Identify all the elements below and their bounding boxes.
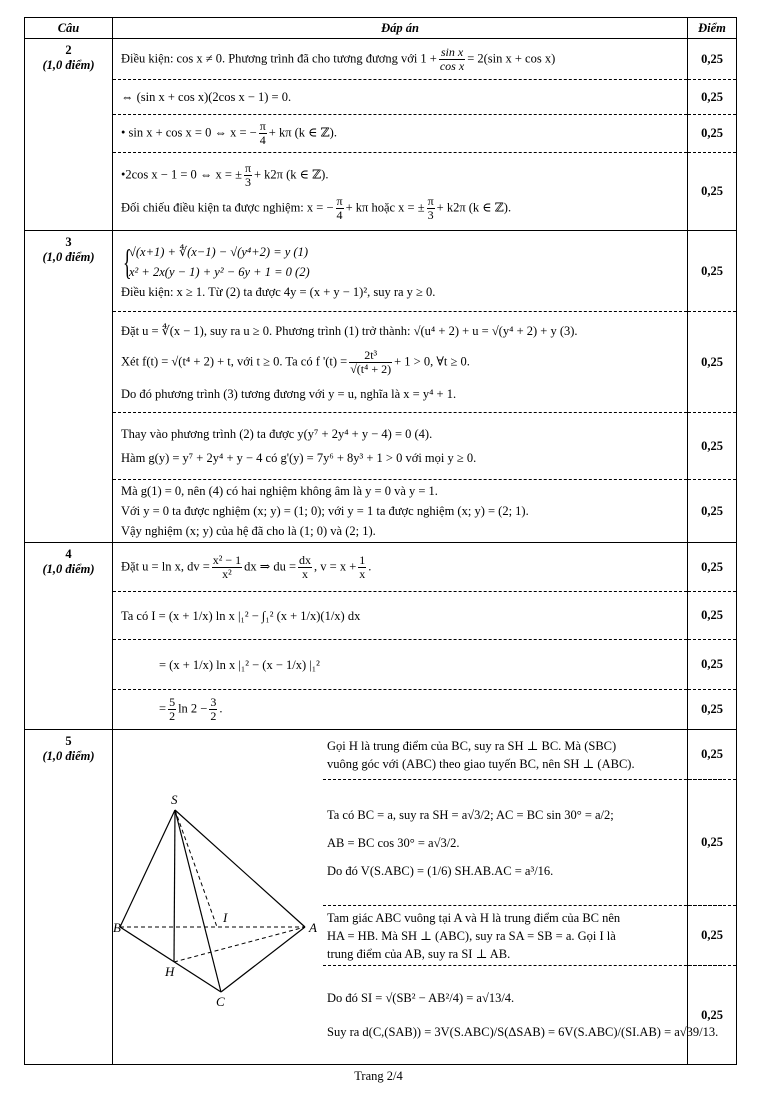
q4-label: [25, 543, 113, 730]
header-diem: Điểm: [688, 18, 737, 39]
q3-score-4: 0,25: [688, 479, 736, 542]
q2-step-3: • sin x + cos x = 0 ⇔ x = − $\frac{\pi}{4}$ + kπ (k ∈ ℤ).: [113, 114, 687, 152]
q3-step-1: { √(x+1) + ∜(x−1) − √(y⁴+2) = y (1) x² + 2x(y − 1) + y² − 6y + 1 = 0 (2) Điều kiện: x ≥ 1. Từ (2) ta được 4y = (x + y − 1)², suy ra y ≥ 0.: [121, 242, 436, 299]
header-cau: Câu: [25, 18, 113, 39]
q3-points: (1,0 điểm): [42, 250, 95, 264]
q3-step-3: Thay vào phương trình (2) ta được y(y⁷ + 2y⁴ + y − 4) = 0 (4). Hàm g(y) = y⁷ + 2y⁴ + y − 4 có g'(y) = 7y⁶ + 8y³ + 1 > 0 với mọi y ≥ 0.: [113, 412, 687, 479]
header-row: [25, 18, 737, 39]
q5-score-1: 0,25: [701, 747, 723, 761]
pyramid-figure: [113, 730, 323, 1064]
answer-table: [24, 17, 737, 1065]
q4-row: [25, 543, 737, 730]
q2-scores: [688, 39, 737, 231]
q2-number: 2: [65, 43, 72, 57]
q2-answer: [113, 39, 688, 231]
q3-scores: [688, 231, 737, 543]
page-footer: Trang 2/4: [354, 1069, 403, 1083]
label-c: C: [216, 994, 225, 1009]
label-i: I: [223, 910, 228, 925]
q2-score-1: 0,25: [701, 51, 723, 66]
q5-step-1: Gọi H là trung điểm của BC, suy ra SH ⊥ BC. Mà (SBC) vuông góc với (ABC) theo giao tuyến BC, nên SH ⊥ (ABC).: [327, 738, 635, 771]
q2-score-3: 0,25: [688, 114, 736, 152]
q4-step-3: = (x + 1/x) ln x |₁² − (x − 1/x) |₁²: [113, 639, 687, 689]
q2-score-2: 0,25: [688, 79, 736, 114]
q2-step-4: •2cos x − 1 = 0 ⇔ x = ± $\frac{\pi}{3}$ + k2π (k ∈ ℤ). Đối chiếu điều kiện ta được nghiệm: x = − $\frac{\pi}{4}$ + kπ hoặc x = ± $\frac{\pi}{3}$ + k2π (k ∈ ℤ).: [113, 152, 687, 230]
q5-step-4: Do đó SI = √(SB² − AB²/4) = a√13/4. Suy ra d(C,(SAB)) = 3V(S.ABC)/S(ΔSAB) = 6V(S.ABC)/(SI.AB) = a√39/13.: [323, 965, 722, 1064]
q5-row: [25, 730, 737, 1065]
q3-label: [25, 231, 113, 543]
q5-points: (1,0 điểm): [42, 749, 95, 763]
q3-row: [25, 231, 737, 543]
q2-step-1: Điều kiện: cos x ≠ 0. Phương trình đã cho tương đương với 1 + $\frac{\text{sin x}}{\text{cos x}}$ = 2(sin x + cos x): [121, 44, 556, 73]
pyramid-diagram: [113, 730, 323, 1064]
q3-step-2: Đặt u = ∜(x − 1), suy ra u ≥ 0. Phương trình (1) trở thành: √(u⁴ + 2) + u = √(y⁴ + 2) + y (3). Xét f(t) = √(t⁴ + 2) + t, với t ≥ 0. Ta có f '(t) = $\frac{\text{2t³}}{\text{√(t⁴ + 2)}}$ + 1 > 0, ∀t ≥ 0. Do đó phương trình (3) tương đương với y = u, nghĩa là x = y⁴ + 1.: [113, 311, 687, 412]
q2-score-4: 0,25: [688, 152, 736, 230]
q4-answer: [113, 543, 688, 730]
q4-step-1: Đặt u = ln x, dv = $\frac{\text{x² − 1}}{\text{x²}}$ dx ⇒ du = $\frac{dx}{x}$ , v = x + $\frac{1}{x}$ .: [121, 552, 372, 581]
q4-score-3: 0,25: [688, 639, 736, 689]
edge-ca: [221, 927, 305, 992]
q5-score-2: 0,25: [688, 779, 736, 905]
q5-score-4: 0,25: [688, 965, 736, 1064]
edge-bc: [120, 927, 221, 992]
q3-score-3: 0,25: [688, 412, 736, 479]
q2-step-2: ⇔ (sin x + cos x)(2cos x − 1) = 0.: [113, 79, 687, 114]
header-dap-an: Đáp án: [113, 18, 688, 39]
q4-number: 4: [65, 547, 72, 561]
q5-step-2: Ta có BC = a, suy ra SH = a√3/2; AC = BC sin 30° = a/2; AB = BC cos 30° = a√3/2. Do đó V(S.ABC) = (1/6) SH.AB.AC = a³/16.: [323, 779, 722, 905]
q4-step-4: = $\frac{5}{2}$ ln 2 − $\frac{3}{2}$ .: [113, 689, 687, 729]
q3-answer: [113, 231, 688, 543]
segment-si: [175, 810, 217, 927]
q4-scores: [688, 543, 737, 730]
q5-number: 5: [65, 734, 72, 748]
q2-points: (1,0 điểm): [42, 58, 95, 72]
system-brace: {: [123, 242, 132, 282]
q4-step-2: Ta có I = (x + 1/x) ln x |₁² − ∫₁² (x + 1/x)(1/x) dx: [113, 591, 687, 639]
q4-score-2: 0,25: [688, 591, 736, 639]
q4-score-1: 0,25: [701, 559, 723, 574]
label-h: H: [165, 964, 175, 979]
edge-sh: [174, 810, 175, 962]
segment-ha: [174, 927, 305, 962]
q4-points: (1,0 điểm): [42, 562, 95, 576]
q3-score-1: 0,25: [701, 263, 723, 278]
q5-score-3: 0,25: [688, 905, 736, 965]
q2-label: [25, 39, 113, 231]
q5-label: [25, 730, 113, 1065]
edge-sc: [175, 810, 221, 992]
q5-step-3: Tam giác ABC vuông tại A và H là trung điểm của BC nên HA = HB. Mà SH ⊥ (ABC), suy ra SA = SB = a. Gọi I là trung điểm của AB, suy ra SI ⊥ AB.: [323, 905, 722, 965]
label-b: B: [113, 920, 121, 935]
q2-row: [25, 39, 737, 231]
edge-sa: [175, 810, 305, 927]
edge-sb: [120, 810, 175, 927]
label-a: A: [309, 920, 317, 935]
q3-step-4: Mà g(1) = 0, nên (4) có hai nghiệm không âm là y = 0 và y = 1. Với y = 0 ta được nghiệm (x; y) = (1; 0); với y = 1 ta được nghiệm (x; y) = (2; 1). Vậy nghiệm (x; y) của hệ đã cho là (1; 0) và (2; 1).: [113, 479, 687, 542]
q3-number: 3: [65, 235, 72, 249]
label-s: S: [171, 792, 178, 807]
q3-score-2: 0,25: [688, 311, 736, 412]
q4-score-4: 0,25: [688, 689, 736, 729]
